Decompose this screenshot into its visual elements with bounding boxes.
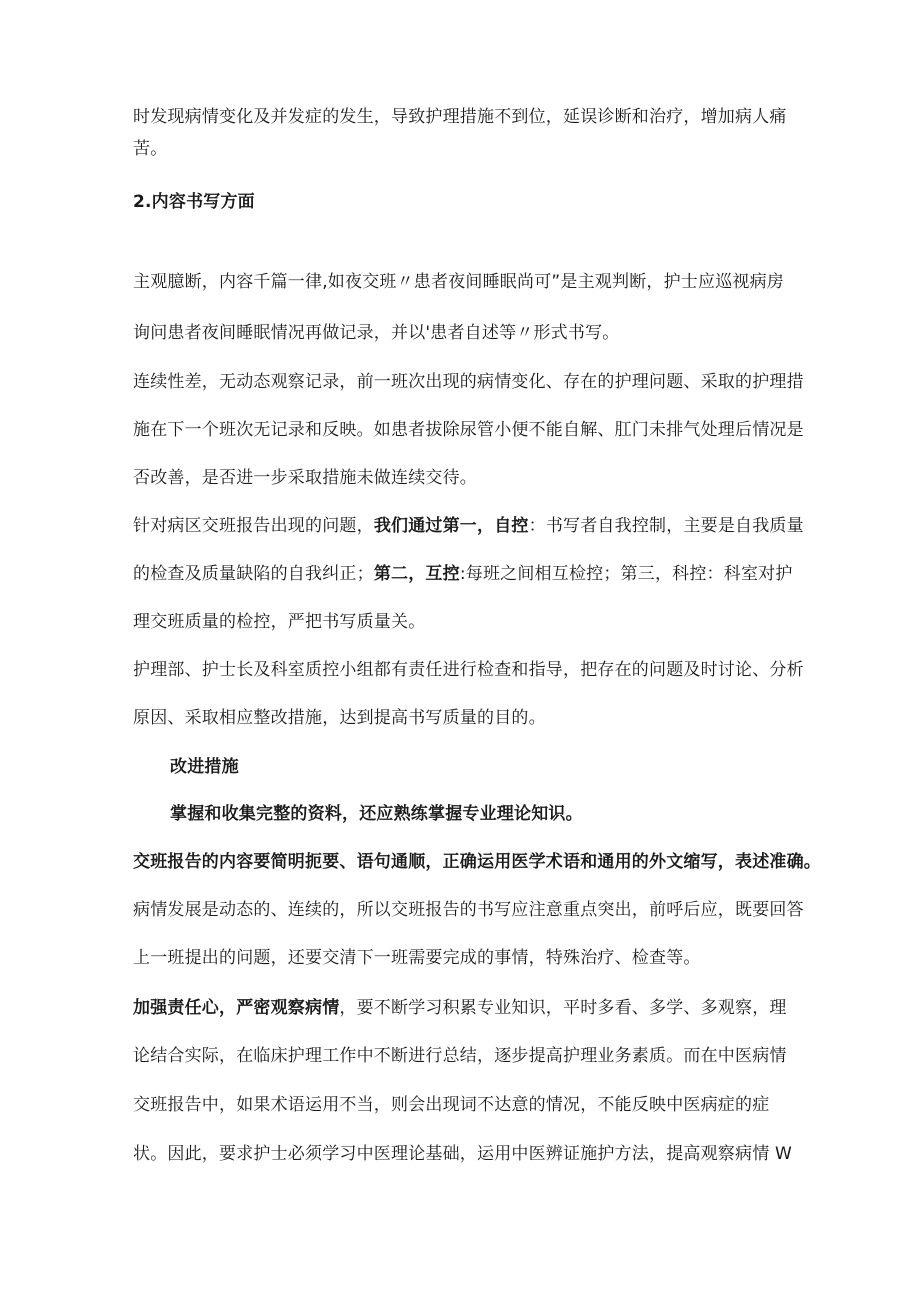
text-line — [133, 1093, 769, 1117]
section-heading — [133, 190, 255, 214]
bold-text: 第二，互控 — [373, 564, 460, 584]
text-line — [133, 898, 804, 922]
bold-text: 掌握和收集完整的资料，还应熟练掌握专业理论知识。 — [170, 804, 583, 824]
bold-text: 加强责任心，严密观察病情 — [133, 998, 340, 1018]
bold-text: 我们通过第一，自控 — [373, 516, 529, 536]
section-heading — [170, 755, 239, 779]
body-text: 状。因此，要求护士必须学习中医理论基础，运用中医辨证施护方法，提高观察病情 W — [133, 1144, 793, 1164]
bold-text: 交班报告的内容要简明扼要、语句通顺，正确运用医学术语和通用的外文缩写，表述准确。 — [133, 852, 821, 872]
text-line — [133, 850, 821, 874]
body-text: 主观臆断，内容千篇一律,如夜交班〃患者夜间睡眠尚可”是主观判断，护士应巡视病房 — [133, 272, 785, 292]
body-text: 针对病区交班报告出现的问题， — [133, 516, 374, 536]
body-text: 连续性差，无动态观察记录，前一班次出现的病情变化、存在的护理问题、采取的护理措 — [133, 372, 804, 392]
body-text: 护理部、护士长及科室质控小组都有责任进行检查和指导，把存在的问题及时讨论、分析 — [133, 660, 804, 680]
body-text: ：书写者自我控制，主要是自我质量 — [528, 516, 804, 536]
text-line — [133, 418, 804, 442]
body-text: 否改善，是否进一步采取措施未做连续交待。 — [133, 468, 477, 488]
text-line — [133, 610, 425, 634]
text-line — [133, 105, 787, 129]
body-text: 的检查及质量缺陷的自我纠正； — [133, 564, 374, 584]
body-text: 施在下一个班次无记录和反映。如患者拔除尿管小便不能自解、肛门未排气处理后情况是 — [133, 420, 804, 440]
text-line — [133, 370, 804, 394]
text-line — [133, 466, 477, 490]
body-text: 交班报告中，如果术语运用不当，则会出现词不达意的情况，不能反映中医病症的症 — [133, 1095, 770, 1115]
text-line — [133, 1044, 787, 1068]
body-text: 理交班质量的检控，严把书写质量关。 — [133, 612, 426, 632]
text-line — [133, 996, 787, 1020]
text-line — [170, 802, 583, 826]
bold-text: 改进措施 — [170, 757, 239, 777]
text-line — [133, 706, 546, 730]
text-line — [133, 514, 804, 538]
body-text: 病情发展是动态的、连续的，所以交班报告的书写应注意重点突出，前呼后应，既要回答 — [133, 900, 804, 920]
text-line — [133, 137, 167, 161]
text-line — [133, 321, 619, 345]
body-text: 苦。 — [133, 139, 168, 159]
text-line — [133, 1142, 792, 1166]
body-text: 询问患者夜间睡眠情况再做记录，并以'患者自述等〃形式书写。 — [133, 323, 620, 343]
body-text: ，要不断学习积累专业知识，平时多看、多学、多观察，理 — [339, 998, 787, 1018]
text-line — [133, 658, 804, 682]
bold-text: 2.内容书写方面 — [133, 192, 255, 212]
text-line — [133, 946, 701, 970]
body-text: :每班之间相互检控；第三，科控：科室对护 — [459, 564, 793, 584]
text-line — [133, 270, 784, 294]
body-text: 论结合实际，在临床护理工作中不断进行总结，逐步提高护理业务素质。而在中医病情 — [133, 1046, 787, 1066]
body-text: 原因、采取相应整改措施，达到提高书写质量的目的。 — [133, 708, 546, 728]
body-text: 时发现病情变化及并发症的发生，导致护理措施不到位，延误诊断和治疗，增加病人痛 — [133, 107, 787, 127]
text-line — [133, 562, 793, 586]
body-text: 上一班提出的问题，还要交清下一班需要完成的事情，特殊治疗、检查等。 — [133, 948, 701, 968]
